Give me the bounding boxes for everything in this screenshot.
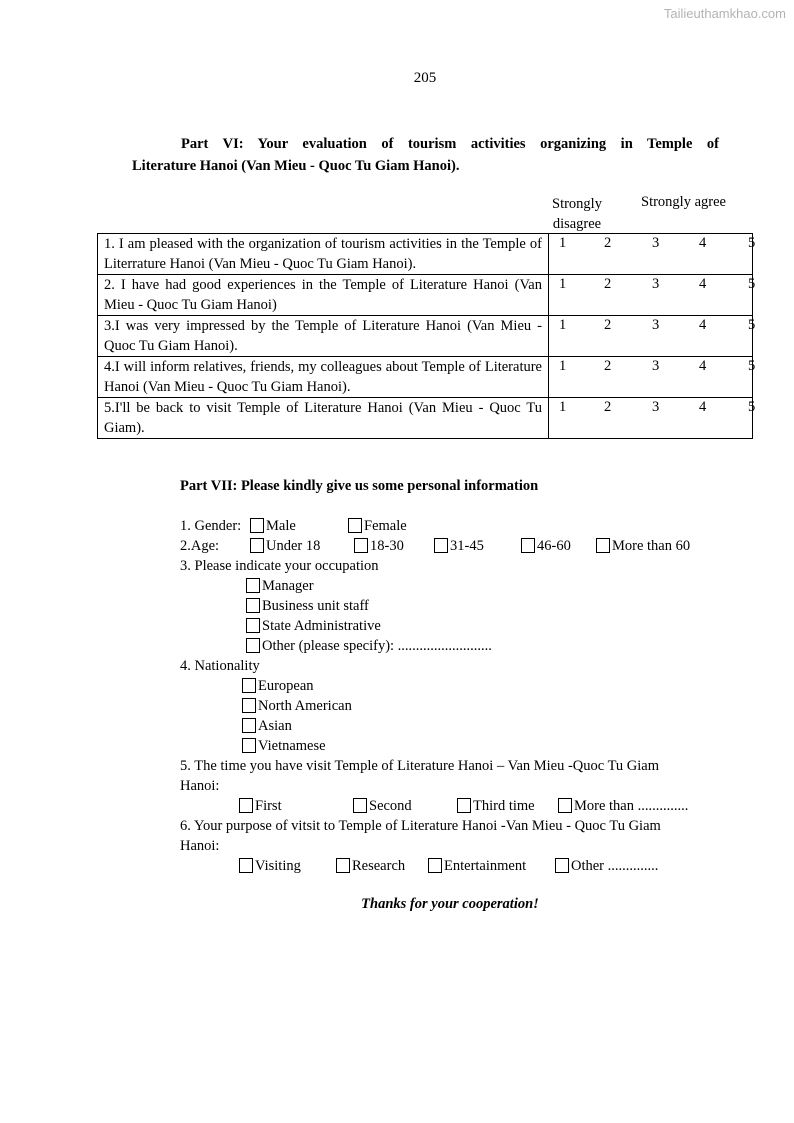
option-label: Business unit staff [262, 598, 369, 614]
part6-title [132, 133, 719, 177]
rating-option[interactable]: 2 [604, 358, 612, 374]
checkbox-icon[interactable] [239, 798, 253, 813]
occupation-option-other[interactable] [246, 636, 492, 656]
scale-header-disagree-1: Strongly [552, 196, 602, 212]
scale-header-disagree-2: disagree [552, 216, 602, 232]
checkbox-icon[interactable] [596, 538, 610, 553]
option-label: Asian [258, 718, 292, 734]
rating-option[interactable]: 1 [559, 358, 567, 374]
part6-title-line2: Literature Hanoi (Van Mieu - Quoc Tu Giam Hanoi). [132, 158, 460, 174]
purpose-label-cont: Hanoi: [180, 838, 220, 854]
option-label: European [258, 678, 314, 694]
checkbox-icon[interactable] [336, 858, 350, 873]
option-label: Other (please specify): .......................... [262, 638, 492, 654]
nationality-option-asian[interactable] [242, 716, 292, 736]
table-row [98, 398, 753, 439]
watermark: Tailieuthamkhao.com [663, 6, 786, 21]
rating-option[interactable]: 5 [748, 317, 756, 333]
rating-option[interactable]: 4 [699, 317, 707, 333]
visit-time-option-third[interactable] [457, 796, 535, 816]
option-label: 31-45 [450, 538, 484, 554]
rating-cell [549, 234, 756, 275]
rating-option[interactable]: 1 [559, 317, 567, 333]
rating-cell [549, 275, 756, 316]
visit-time-label: 5. The time you have visit Temple of Literature Hanoi – Van Mieu -Quoc Tu Giam [180, 758, 660, 774]
likert-table [97, 233, 756, 439]
rating-option[interactable]: 4 [699, 276, 707, 292]
rating-option[interactable]: 4 [699, 399, 707, 415]
option-label: North American [258, 698, 352, 714]
visit-time-option-second[interactable] [353, 796, 412, 816]
age-option-18-30[interactable] [354, 536, 404, 556]
checkbox-icon[interactable] [354, 538, 368, 553]
rating-option[interactable]: 5 [748, 399, 756, 415]
rating-option[interactable]: 5 [748, 235, 756, 251]
checkbox-icon[interactable] [246, 638, 260, 653]
part7-title: Part VII: Please kindly give us some personal information [180, 478, 539, 494]
age-option-46-60[interactable] [521, 536, 571, 556]
checkbox-icon[interactable] [239, 858, 253, 873]
rating-option[interactable]: 4 [699, 235, 707, 251]
table-row [98, 275, 753, 316]
option-label: Third time [473, 798, 535, 814]
rating-option[interactable]: 5 [748, 276, 756, 292]
scale-header-agree: Strongly agree [641, 194, 726, 210]
checkbox-icon[interactable] [457, 798, 471, 813]
rating-option[interactable]: 3 [652, 276, 660, 292]
option-label: State Administrative [262, 618, 381, 634]
option-label: Under 18 [266, 538, 321, 554]
thanks-message: Thanks for your cooperation! [361, 896, 539, 912]
visit-time-label-cont: Hanoi: [180, 778, 220, 794]
checkbox-icon[interactable] [242, 678, 256, 693]
option-label: 18-30 [370, 538, 404, 554]
age-option-31-45[interactable] [434, 536, 484, 556]
checkbox-icon[interactable] [348, 518, 362, 533]
rating-option[interactable]: 2 [604, 235, 612, 251]
rating-option[interactable]: 3 [652, 235, 660, 251]
option-label: Male [266, 518, 296, 534]
gender-option-male[interactable] [250, 516, 296, 536]
checkbox-icon[interactable] [353, 798, 367, 813]
scale-header-disagree [552, 194, 602, 234]
nationality-option-north-american[interactable] [242, 696, 352, 716]
checkbox-icon[interactable] [428, 858, 442, 873]
option-label: Female [364, 518, 407, 534]
option-label: More than 60 [612, 538, 691, 554]
checkbox-icon[interactable] [521, 538, 535, 553]
rating-option[interactable]: 5 [748, 358, 756, 374]
statement-3: 3.I was very impressed by the Temple of Literature Hanoi (Van Mieu - Quoc Tu Giam Hanoi). [98, 316, 549, 357]
statement-2: 2. I have had good experiences in the Temple of Literature Hanoi (Van Mieu - Quoc Tu Giam Hanoi) [98, 275, 549, 316]
occupation-label: 3. Please indicate your occupation [180, 558, 379, 574]
option-label: Research [352, 858, 406, 874]
checkbox-icon[interactable] [558, 798, 572, 813]
purpose-option-visiting[interactable] [239, 856, 301, 876]
statement-1: 1. I am pleased with the organization of tourism activities in the Temple of Literrature Hanoi (Van Mieu - Quoc Tu Giam Hanoi). [98, 234, 549, 275]
rating-cell [549, 398, 756, 439]
option-label: Manager [262, 578, 314, 594]
rating-option[interactable]: 4 [699, 358, 707, 374]
nationality-label: 4. Nationality [180, 658, 260, 674]
checkbox-icon[interactable] [434, 538, 448, 553]
occupation-option-business-unit-staff[interactable] [246, 596, 369, 616]
rating-option[interactable]: 3 [652, 358, 660, 374]
option-label: First [255, 798, 282, 814]
rating-option[interactable]: 2 [604, 276, 612, 292]
rating-option[interactable]: 1 [559, 235, 567, 251]
rating-option[interactable]: 3 [652, 317, 660, 333]
rating-option[interactable]: 2 [604, 317, 612, 333]
option-label: Entertainment [444, 858, 527, 874]
purpose-option-entertainment[interactable] [428, 856, 526, 876]
purpose-label: 6. Your purpose of vitsit to Temple of Literature Hanoi -Van Mieu - Quoc Tu Giam [180, 818, 661, 834]
checkbox-icon[interactable] [242, 698, 256, 713]
checkbox-icon[interactable] [250, 518, 264, 533]
checkbox-icon[interactable] [242, 718, 256, 733]
visit-time-option-more[interactable] [558, 796, 688, 816]
rating-option[interactable]: 3 [652, 399, 660, 415]
gender-option-female[interactable] [348, 516, 407, 536]
part6-title-line1: Part VI: Your evaluation of tourism activities organizing in Temple of [181, 136, 719, 152]
occupation-option-state-administrative[interactable] [246, 616, 381, 636]
option-label: 46-60 [537, 538, 571, 554]
rating-cell [549, 357, 756, 398]
rating-option[interactable]: 2 [604, 399, 612, 415]
option-label: Vietnamese [258, 738, 326, 754]
checkbox-icon[interactable] [555, 858, 569, 873]
option-label: More than .............. [574, 798, 689, 814]
option-label: Visiting [255, 858, 301, 874]
statement-4: 4.I will inform relatives, friends, my colleagues about Temple of Literature Hanoi (Van Mieu - Quoc Tu Giam Hanoi). [98, 357, 549, 398]
age-option-under-18[interactable] [250, 536, 320, 556]
checkbox-icon[interactable] [246, 598, 260, 613]
purpose-option-research[interactable] [336, 856, 405, 876]
nationality-option-european[interactable] [242, 676, 314, 696]
rating-option[interactable]: 1 [559, 276, 567, 292]
age-label: 2.Age: [180, 538, 220, 554]
table-row [98, 316, 753, 357]
option-label: Second [369, 798, 412, 814]
age-option-more-than-60[interactable] [596, 536, 690, 556]
statement-5: 5.I'll be back to visit Temple of Literature Hanoi (Van Mieu - Quoc Tu Giam). [98, 398, 549, 439]
gender-label: 1. Gender: [180, 518, 242, 534]
table-row [98, 357, 753, 398]
page-number: 205 [413, 70, 437, 86]
rating-cell [549, 316, 756, 357]
checkbox-icon[interactable] [246, 618, 260, 633]
checkbox-icon[interactable] [246, 578, 260, 593]
table-row [98, 234, 753, 275]
checkbox-icon[interactable] [242, 738, 256, 753]
checkbox-icon[interactable] [250, 538, 264, 553]
nationality-option-vietnamese[interactable] [242, 736, 326, 756]
rating-option[interactable]: 1 [559, 399, 567, 415]
visit-time-option-first[interactable] [239, 796, 282, 816]
purpose-option-other[interactable] [555, 856, 658, 876]
option-label: Other .............. [571, 858, 659, 874]
occupation-option-manager[interactable] [246, 576, 314, 596]
